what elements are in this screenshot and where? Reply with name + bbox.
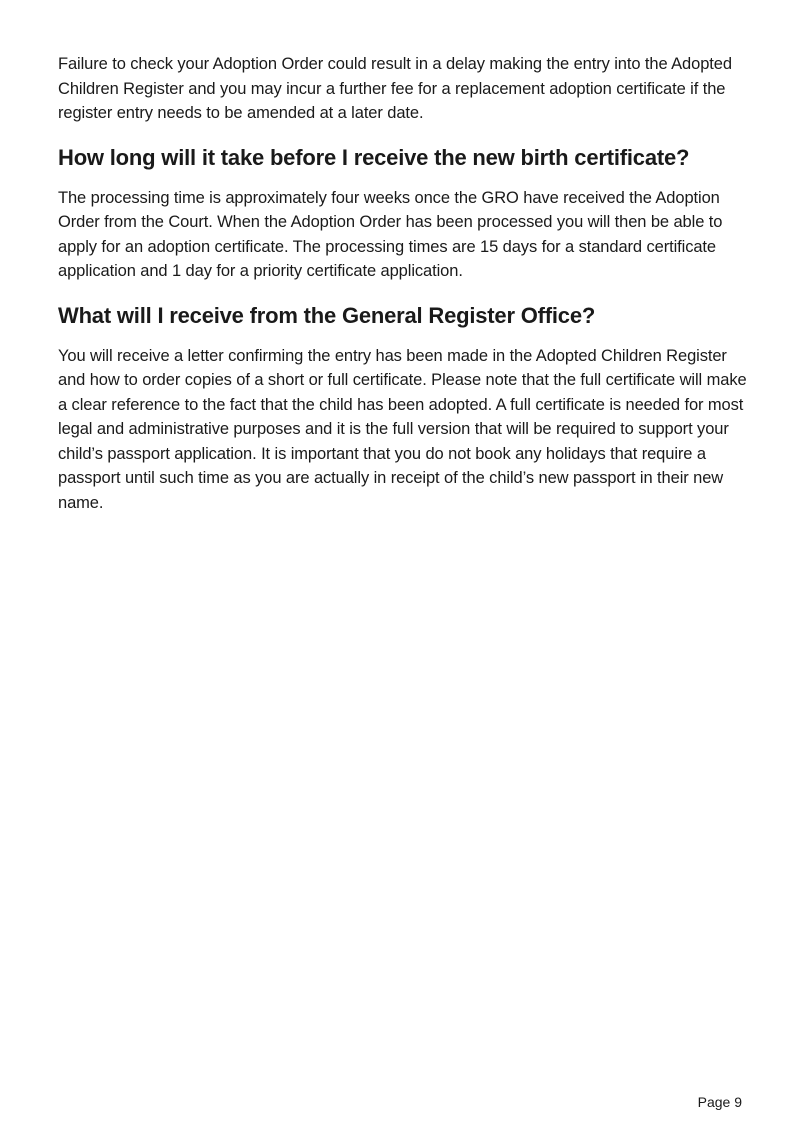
- section-body-processing-time: The processing time is approximately four weeks once the GRO have received the Adoption Order from the Court. When the Adoption Order has been processed you will then be able to apply for an adoption certificate. The processing times are 15 days for a standard certificate application and 1 day for a priority certificate application.: [58, 188, 723, 280]
- intro-paragraph: Failure to check your Adoption Order could result in a delay making the entry into the Adopted Children Register and you may incur a further fee for a replacement adoption certificate if the register entry needs to be amended at a later date.: [58, 55, 732, 122]
- section-heading-processing-time: How long will it take before I receive the new birth certificate?: [58, 144, 690, 170]
- document-page: [58, 52, 748, 515]
- section-body-what-you-receive: You will receive a letter confirming the entry has been made in the Adopted Children Register and how to order copies of a short or full certificate. Please note that the full certificate will make a clear reference to the fact that the child has been adopted. A full certificate is needed for most legal and administrative purposes and it is the full version that will be required to support your child’s passport application. It is important that you do not book any holidays that require a passport until such time as you are actually in receipt of the child’s new passport in their new name.: [58, 346, 747, 512]
- page-number: Page 9: [697, 1094, 742, 1110]
- section-heading-what-you-receive: What will I receive from the General Register Office?: [58, 302, 596, 328]
